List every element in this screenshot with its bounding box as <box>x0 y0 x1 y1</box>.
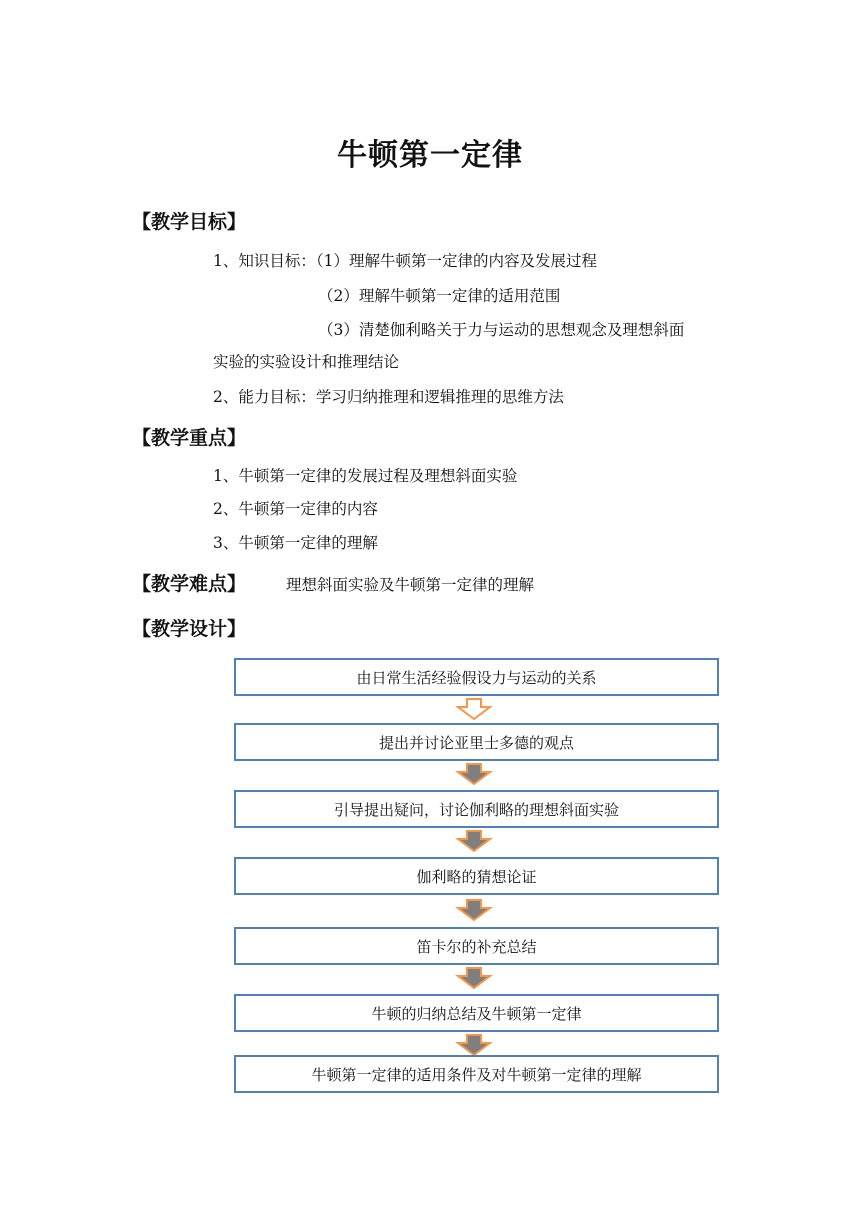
down-arrow-icon <box>455 1034 493 1056</box>
key-point-2: 2、牛顿第一定律的内容 <box>213 500 378 518</box>
down-arrow-icon <box>455 830 493 852</box>
objective-line-4: 实验的实验设计和推理结论 <box>213 353 400 371</box>
flow-step-7: 牛顿第一定律的适用条件及对牛顿第一定律的理解 <box>234 1055 719 1093</box>
flow-step-5: 笛卡尔的补充总结 <box>234 927 719 965</box>
objective-line-3: （3）清楚伽利略关于力与运动的思想观念及理想斜面 <box>318 321 685 339</box>
design-heading: 【教学设计】 <box>132 618 247 640</box>
objectives-heading: 【教学目标】 <box>132 211 247 233</box>
flow-step-4: 伽利略的猜想论证 <box>234 857 719 895</box>
down-arrow-icon <box>455 899 493 921</box>
flow-step-6: 牛顿的归纳总结及牛顿第一定律 <box>234 994 719 1032</box>
flow-step-1: 由日常生活经验假设力与运动的关系 <box>234 658 719 696</box>
down-arrow-icon <box>455 698 493 720</box>
flow-step-3: 引导提出疑问，讨论伽利略的理想斜面实验 <box>234 790 719 828</box>
objective-line-2: （2）理解牛顿第一定律的适用范围 <box>318 287 561 305</box>
objective-line-5: 2、能力目标：学习归纳推理和逻辑推理的思维方法 <box>213 388 564 406</box>
document-title: 牛顿第一定律 <box>337 138 523 173</box>
down-arrow-icon <box>455 967 493 989</box>
down-arrow-icon <box>455 763 493 785</box>
difficulties-text: 理想斜面实验及牛顿第一定律的理解 <box>286 576 535 594</box>
objective-line-1: 1、知识目标：（1）理解牛顿第一定律的内容及发展过程 <box>213 252 597 270</box>
difficulties-heading: 【教学难点】 <box>132 573 247 595</box>
flow-step-2: 提出并讨论亚里士多德的观点 <box>234 723 719 761</box>
key-point-1: 1、牛顿第一定律的发展过程及理想斜面实验 <box>213 467 518 485</box>
key-points-heading: 【教学重点】 <box>132 427 247 449</box>
key-point-3: 3、牛顿第一定律的理解 <box>213 534 378 552</box>
